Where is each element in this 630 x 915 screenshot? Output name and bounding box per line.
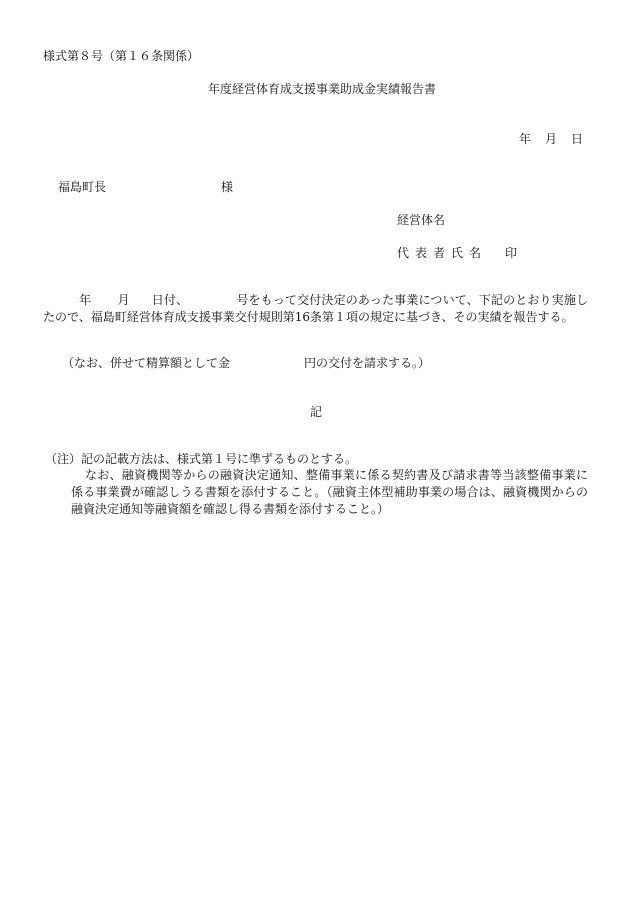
report-body-paragraph xyxy=(43,292,588,326)
request-suffix: 円の交付を請求する。） xyxy=(304,356,431,370)
entity-name-label: 経営体名 xyxy=(397,213,446,227)
submission-date xyxy=(519,131,583,147)
addressee-honorific: 様 xyxy=(221,180,234,194)
date-month: 月 xyxy=(545,132,558,146)
addressee xyxy=(58,179,233,195)
date-day: 日 xyxy=(571,132,584,146)
document-title: 年度経営体育成支援事業助成金実績報告書 xyxy=(208,82,437,96)
body-year: 年 xyxy=(79,293,92,307)
body-day: 日付、 xyxy=(151,293,189,307)
seal-mark: 印 xyxy=(505,246,518,260)
request-prefix: （なお、併せて精算額として金 xyxy=(62,356,231,370)
note-body: なお、融資機関等からの融資決定通知、整備事業に係る契約書及び請求書等当該整備事業に係る事業費が確認しうる書類を添付すること。（融資主体型補助事業の場合は、融資機関からの融資決定通知等融資額を確認し得る書類を添付すること。） xyxy=(71,468,588,516)
form-number: 様式第８号（第１６条関係） xyxy=(43,49,200,63)
payment-request xyxy=(62,355,430,371)
date-year: 年 xyxy=(519,132,532,146)
addressee-name: 福島町長 xyxy=(58,180,107,194)
note-heading: （注）記の記載方法は、様式第１号に準ずるものとする。 xyxy=(45,452,358,466)
body-text: 号をもって交付決定のあった事業について、下記のとおり実施したので、福島町経営体育成支援事業交付規則第16条第１項の規定に基づき、その実績を報告する。 xyxy=(43,293,588,324)
representative-line xyxy=(397,245,517,261)
body-month: 月 xyxy=(117,293,130,307)
ki-heading: 記 xyxy=(310,405,323,419)
representative-label: 代表者氏名 xyxy=(397,246,488,260)
